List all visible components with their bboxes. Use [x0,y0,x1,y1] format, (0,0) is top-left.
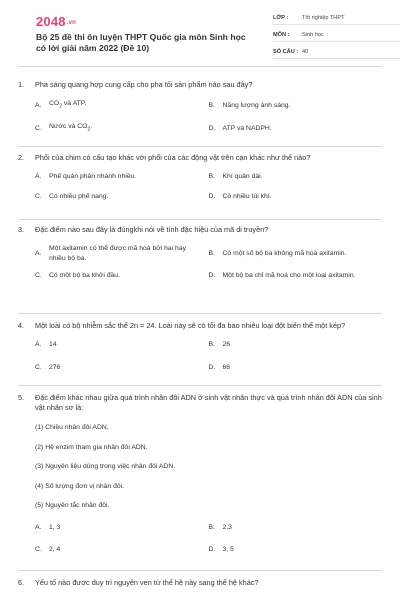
option-b[interactable] [209,172,383,182]
option-letter: B. [208,173,215,180]
question-text: Pha sáng quang hợp cung cấp cho pha tối sản phẩm nào sau đây? [35,80,253,89]
option-text: Một axitamin có thể được mã hoá bởi hai hay nhiều bộ ba. [49,245,187,262]
option-letter: B. [208,101,215,109]
option-text: $CO_2$ và ATP. [49,100,87,110]
statement: (1) Chiều nhân đôi ADN. [35,424,109,431]
option-a[interactable] [35,172,209,182]
option-d[interactable] [209,192,383,202]
option-letter: B. [208,523,215,531]
option-text: Có một số bộ ba không mã hoá axitamin. [222,249,347,257]
option-text: Khí quản dài. [222,173,263,180]
divider [18,219,382,220]
option-text: 2,3 [222,523,232,531]
option-d[interactable] [209,271,383,281]
option-letter: D. [208,192,216,200]
option-d[interactable] [209,363,383,373]
question-number: 2. [18,153,25,162]
meta-row-subject [273,29,400,42]
option-letter: B. [208,341,215,348]
options [18,99,382,135]
meta-value: Sinh học [302,32,324,38]
statement: (5) Nguyên tắc nhân đôi. [35,502,110,509]
option-text: Năng lượng ánh sáng. [222,101,291,109]
question-text: Một loài có bộ nhiễm sắc thể 2n = 24. Loài này sẽ có tối đa bao nhiêu loại đột biến thể một kép? [35,321,346,330]
option-text: Một bộ ba chỉ mã hoá cho một loại axitamin. [222,272,356,279]
option-d[interactable] [209,122,383,135]
divider [18,570,382,571]
meta-panel [273,12,400,63]
option-letter: D. [208,272,216,279]
option-text: 26 [222,341,231,348]
divider [18,66,382,67]
option-text: 66 [222,363,231,371]
question-text: Yếu tố nào được duy trì nguyên ven từ thế hệ này sang thế hệ khác? [35,578,259,587]
logo-main: 2048 [36,14,66,29]
question-4 [18,321,382,372]
option-letter: C. [35,124,42,132]
meta-row-count [273,46,400,59]
meta-label: SỐ CÂU : [273,49,299,55]
option-c[interactable] [35,271,209,281]
option-a[interactable] [35,340,209,350]
divider [18,313,382,314]
question-2 [18,153,382,201]
option-text: 3, 5 [222,546,234,553]
question-text: Đặc điểm khác nhau giữa quá trình nhân đôi ADN ở sinh vật nhân thực và quá trình nhân đôi ADN của sinh vật nhân sơ là: [35,393,382,412]
option-text: 2, 4 [49,546,61,553]
option-b[interactable] [209,340,383,350]
option-text: ATP và NADPH. [222,124,272,132]
option-letter: A. [35,101,42,109]
option-d[interactable] [209,545,383,555]
meta-value: Tốt nghiệp THPT [302,15,345,21]
option-text: 276 [49,363,61,371]
options [18,523,382,555]
question-text: Phổi của chim có cấu tạo khác với phổi của các động vật trên cạn khác như thế nào? [35,153,311,162]
option-letter: C. [35,363,42,371]
meta-row-class [273,12,400,25]
option-letter: C. [35,192,42,200]
option-c[interactable] [35,545,209,555]
option-a[interactable] [35,99,209,112]
option-letter: D. [208,546,216,553]
divider [18,385,382,386]
question-3 [18,225,382,281]
meta-label: MÔN : [273,32,290,38]
option-letter: C. [35,272,42,279]
option-c[interactable] [35,363,209,373]
statement: (4) Số lượng đơn vị nhân đôi. [35,482,125,490]
header [18,0,382,70]
option-a[interactable] [35,244,209,263]
option-c[interactable] [35,192,209,202]
option-letter: A. [35,173,42,180]
option-c[interactable] [35,122,209,135]
statement: (2) Hệ enzim tham gia nhân đôi ADN. [35,443,148,451]
divider [18,146,382,147]
option-text: Nước và $CO_2$. [49,122,93,133]
options [18,172,382,201]
option-letter: D. [208,363,216,371]
option-text: 1, 3 [49,523,61,531]
meta-label: LỚP : [273,15,289,21]
option-text: Có nhiều phế nang. [49,192,109,200]
option-text: Phế quản phân nhánh nhiều. [49,173,137,180]
site-logo[interactable] [36,14,76,29]
question-5 [18,393,382,555]
document-title: Bộ 25 đề thi ôn luyện THPT Quốc gia môn Sinh học có lời giải năm 2022 (Đề 10) [36,32,246,53]
logo-suffix: .vn [66,19,77,26]
question-number: 4. [18,321,25,330]
options [18,244,382,281]
option-letter: C. [35,546,42,553]
option-a[interactable] [35,523,209,533]
option-text: Có một bộ ba khởi đầu. [49,272,120,279]
question-number: 3. [18,225,25,234]
option-letter: B. [208,249,215,257]
option-letter: A. [35,249,42,257]
question-6 [18,578,382,588]
question-number: 1. [18,80,25,89]
option-b[interactable] [209,99,383,112]
meta-value: 40 [302,49,309,55]
option-b[interactable] [209,523,383,533]
question-1 [18,80,382,135]
question-number: 6. [18,578,25,587]
options [18,340,382,372]
statement: (3) Nguyên liệu dùng trong việc nhân đôi ADN. [35,463,176,470]
option-letter: A. [35,341,42,348]
question-number: 5. [18,393,25,402]
question-text: Đặc điểm nào sau đây là đúngkhi nói về tính đặc hiệu của mã di truyền? [35,225,269,234]
option-text: Có nhiều túi khí. [222,192,272,200]
option-letter: A. [35,523,42,531]
option-b[interactable] [209,244,383,263]
option-text: 14 [49,341,57,348]
option-letter: D. [208,124,216,132]
